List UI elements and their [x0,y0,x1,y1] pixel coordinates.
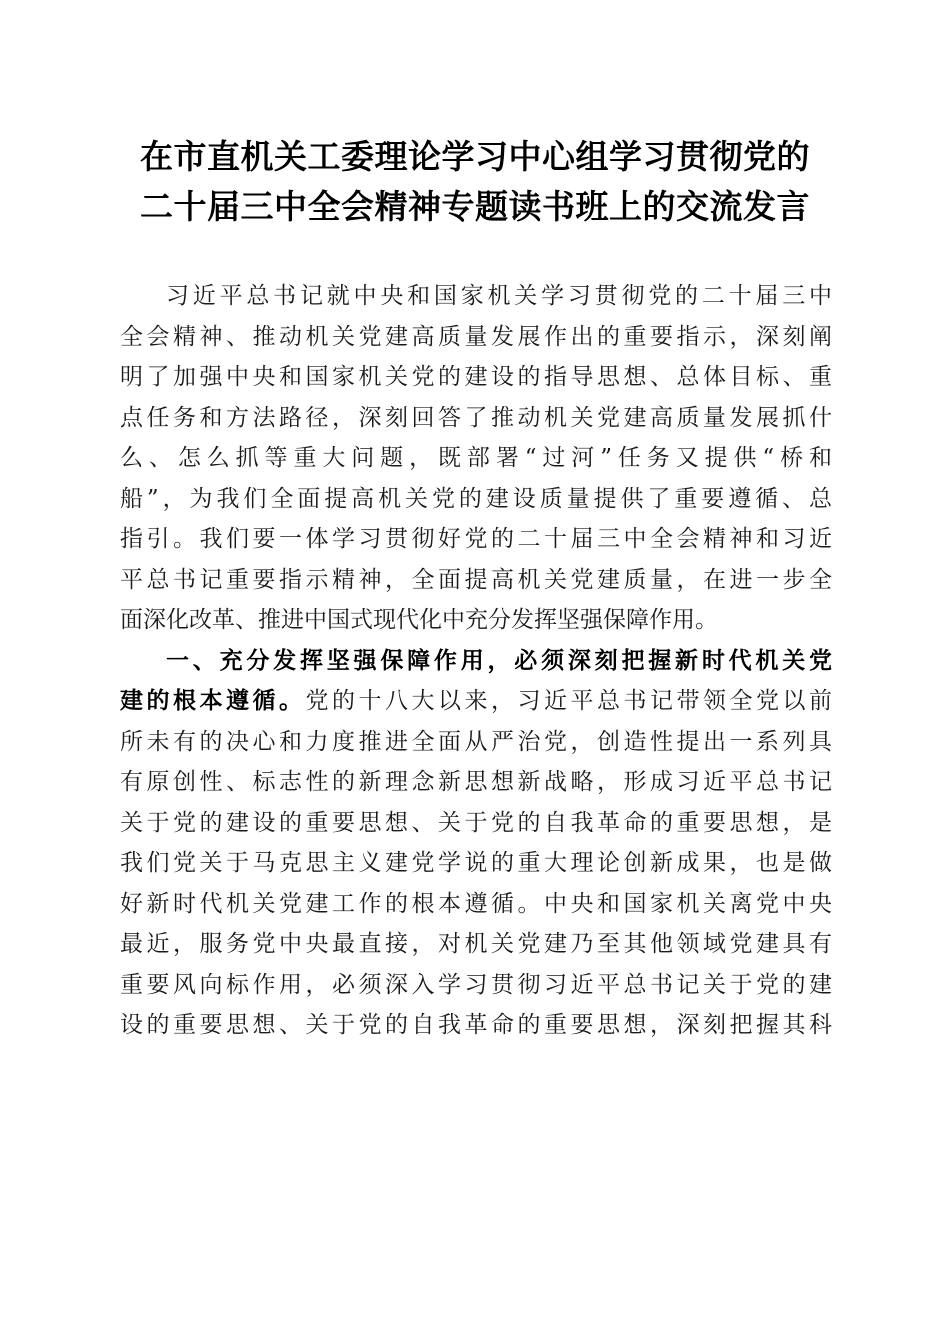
paragraph-1-line: 习近平总书记就中央和国家机关学习贯彻党的二十届三中 [166,283,832,309]
paragraph-1-line: 点任务和方法路径，深刻回答了推动机关党建高质量发展抓什 [120,404,832,431]
section-1-line: 有原创性、标志性的新理念新思想新战略，形成习近平总书记 [120,769,832,795]
section-1-text-start: 党的十八大以来，习近平总书记带领全党以前 [305,688,832,714]
paragraph-1-line: 指引。我们要一体学习贯彻好党的二十届三中全会精神和习近 [120,526,832,552]
section-1-heading-end: 建的根本遵循。 [120,688,306,714]
section-1-heading-continuation [120,681,832,722]
paragraph-1-line: 平总书记重要指示精神，全面提高机关党建质量，在进一步全 [120,566,832,593]
paragraph-1-line: 船”，为我们全面提高机关党的建设质量提供了重要遵循、总 [120,485,832,512]
section-1-line: 关于党的建设的重要思想、关于党的自我革命的重要思想，是 [120,809,832,836]
paragraph-1-line: 全会精神、推动机关党建高质量发展作出的重要指示，深刻阐 [120,323,832,350]
section-1-line: 所未有的决心和力度推进全面从严治党，创造性提出一系列具 [120,728,832,755]
paragraph-1-line: 么、怎么抓等重大问题，既部署“过河”任务又提供“桥和 [120,445,832,471]
title-line-2: 二十届三中全会精神专题读书班上的交流发言 [140,187,810,226]
section-1-heading: 一、充分发挥坚强保障作用，必须深刻把握新时代机关党 [166,647,832,674]
paragraph-1-line: 面深化改革、推进中国式现代化中充分发挥坚强保障作用。 [120,607,718,633]
document-title [110,132,840,232]
section-1-line: 设的重要思想、关于党的自我革命的重要思想，深刻把握其科 [120,1012,832,1038]
section-1-line: 重要风向标作用，必须深入学习贯彻习近平总书记关于党的建 [120,971,832,998]
paragraph-1-line: 明了加强中央和国家机关党的建设的指导思想、总体目标、重 [120,364,832,390]
section-1-line: 好新时代机关党建工作的根本遵循。中央和国家机关离党中央 [120,890,832,917]
section-1-line: 最近，服务党中央最直接，对机关党建乃至其他领域党建具有 [120,931,832,957]
document-body [120,276,832,1046]
section-1-line: 我们党关于马克思主义建党学说的重大理论创新成果，也是做 [120,850,832,876]
title-line-1: 在市直机关工委理论学习中心组学习贯彻党的 [140,137,810,176]
